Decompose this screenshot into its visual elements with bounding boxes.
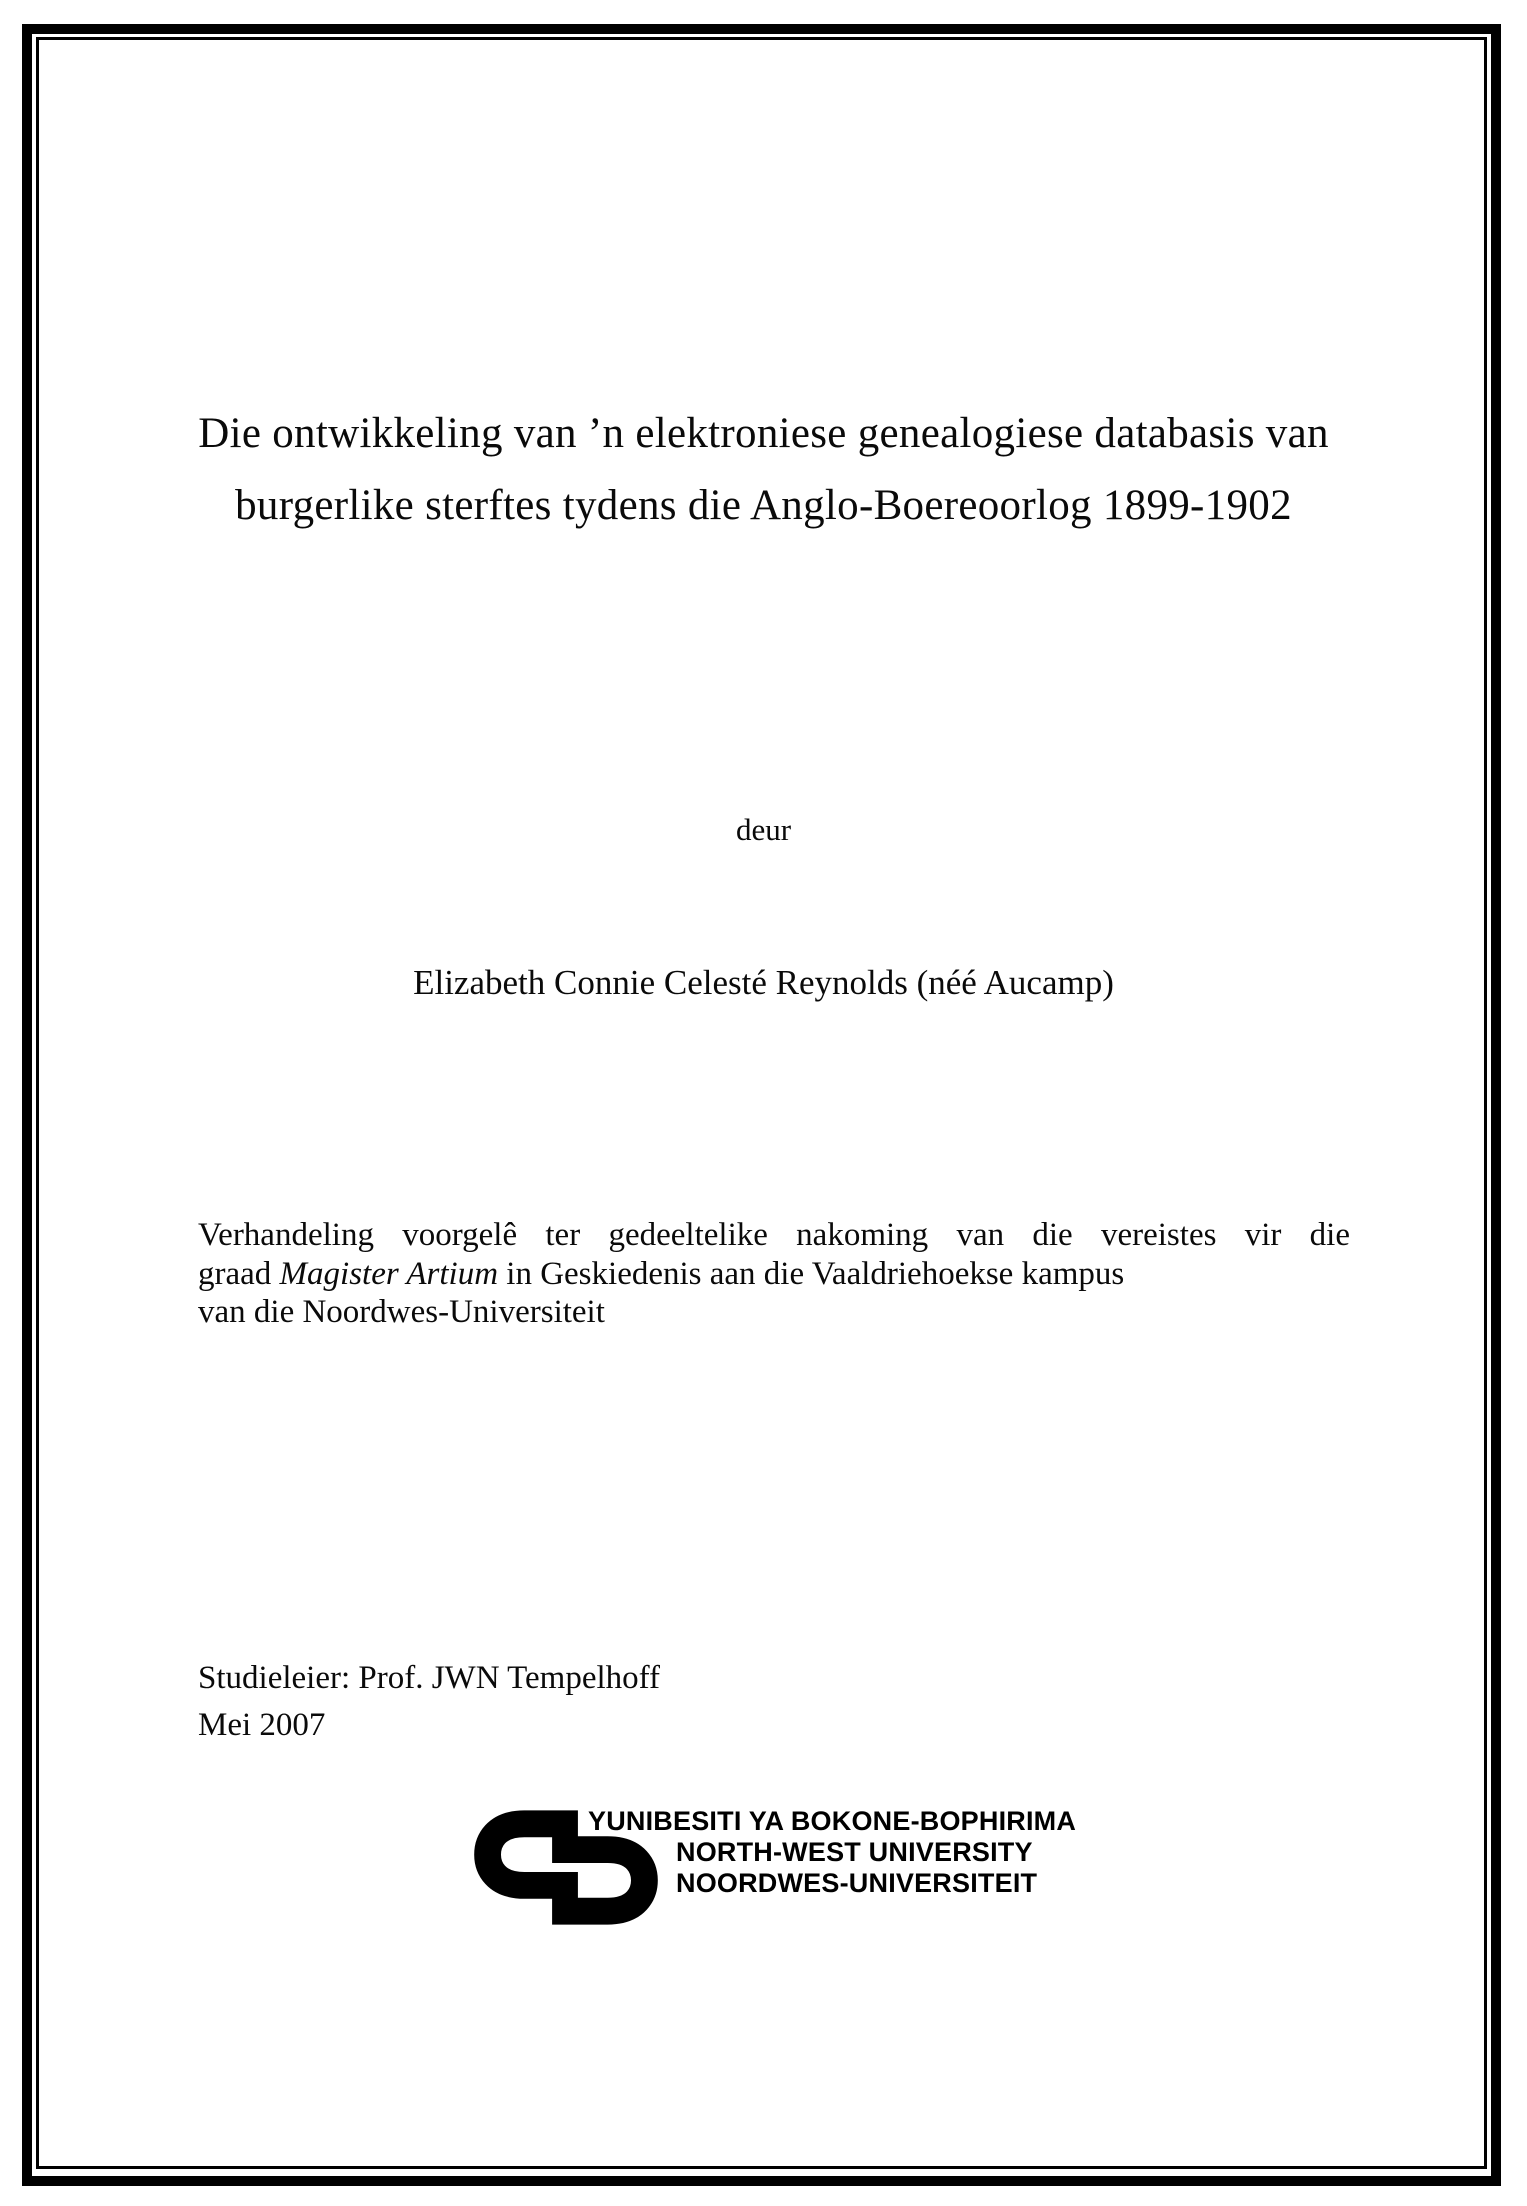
description-line2	[198, 1255, 1350, 1294]
description-line2-suffix: in Geskiedenis aan die Vaaldriehoekse kampus	[498, 1255, 1125, 1292]
date-line: Mei 2007	[198, 1707, 326, 1743]
author-name: Elizabeth Connie Celesté Reynolds (néé Aucamp)	[413, 963, 1114, 1002]
description-line1: Verhandeling voorgelê ter gedeeltelike nakoming van die vereistes vir die	[198, 1217, 1350, 1253]
logo-text-line3: NOORDWES-UNIVERSITEIT	[676, 1868, 1038, 1898]
thesis-description	[198, 1216, 1350, 1332]
university-logo	[466, 1798, 1106, 1943]
description-line2-prefix: graad	[198, 1255, 280, 1292]
university-logo-text	[466, 1798, 1106, 1943]
thesis-title-line2: burgerlike sterftes tydens die Anglo-Boereoorlog 1899-1902	[235, 482, 1292, 529]
logo-text-line1: YUNIBESITI YA BOKONE-BOPHIRIMA	[588, 1806, 1077, 1836]
thesis-title-line1: Die ontwikkeling van ’n elektroniese genealogiese databasis van	[198, 410, 1329, 457]
logo-text-line2: NORTH-WEST UNIVERSITY	[676, 1837, 1033, 1867]
degree-name: Magister Artium	[279, 1255, 499, 1292]
supervisor-block	[198, 1655, 660, 1749]
description-line3: van die Noordwes-Universiteit	[198, 1294, 605, 1330]
supervisor-line: Studieleier: Prof. JWN Tempelhoff	[198, 1660, 661, 1696]
byline: deur	[735, 812, 792, 847]
thesis-title	[120, 398, 1407, 542]
